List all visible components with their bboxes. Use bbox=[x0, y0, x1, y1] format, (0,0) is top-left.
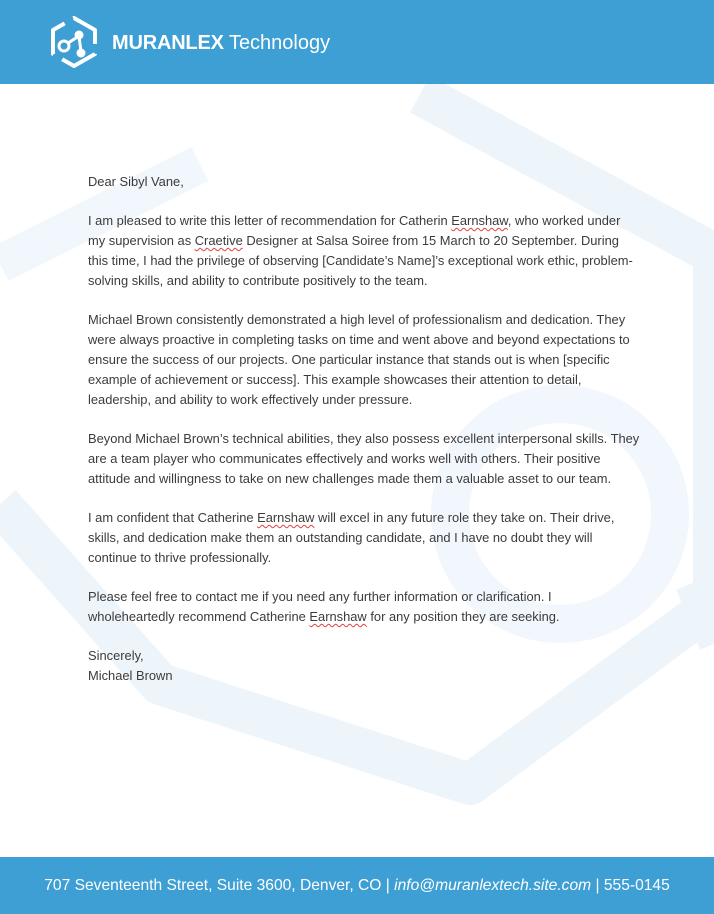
letterhead-header bbox=[0, 0, 714, 84]
paragraph-1 bbox=[88, 211, 640, 291]
p1-text-c: , who worked under my supervision as bbox=[88, 213, 621, 248]
paragraph-2: Michael Brown consistently demonstrated a high level of professionalism and dedication. They were always proactive in completing tasks on time and went above and beyond expectations to ensure the success of our projects. One particular instance that stands out is when [specific example of achievement or success]. This example showcases their attention to detail, leadership, and ability to work effectively under pressure. bbox=[88, 312, 630, 407]
paragraph-4 bbox=[88, 508, 640, 568]
footer-address: 707 Seventeenth Street, Suite 3600, Denver, CO bbox=[44, 877, 382, 894]
p1-text-e: Designer at Salsa Soiree from 15 March to 20 September. During this time, I had the privilege of observing [Candidate’s Name]’s exceptional work ethic, problem-solving skills, and ability to contribute positively to the team. bbox=[88, 233, 633, 288]
p4-text-a: I am confident that Catherine bbox=[88, 510, 258, 525]
hexagon-network-icon bbox=[48, 16, 100, 68]
letter-body bbox=[88, 172, 640, 686]
spellcheck-word: Craetive bbox=[194, 233, 243, 248]
p5-text-c: for any position they are seeking. bbox=[366, 609, 560, 624]
brand-light: Technology bbox=[228, 32, 331, 54]
closing: Sincerely, bbox=[88, 648, 144, 663]
paragraph-5 bbox=[88, 587, 640, 627]
footer-separator: | bbox=[591, 877, 604, 894]
letterhead-footer bbox=[0, 857, 714, 914]
company-name bbox=[112, 30, 330, 56]
footer-separator: | bbox=[381, 877, 395, 894]
spellcheck-word: Earnshaw bbox=[451, 213, 508, 228]
signature-name: Michael Brown bbox=[88, 668, 173, 683]
spellcheck-word: Earnshaw bbox=[309, 609, 367, 624]
salutation: Dear Sibyl Vane, bbox=[88, 174, 184, 189]
footer-phone: 555-0145 bbox=[603, 877, 670, 894]
p1-text-a: I am pleased to write this letter of recommendation for Catherin bbox=[88, 213, 452, 228]
footer-email: info@muranlextech.site.com bbox=[394, 877, 592, 894]
paragraph-3: Beyond Michael Brown’s technical abilities, they also possess excellent interpersonal skills. They are a team player who communicates effectively and works well with others. Their positive attitude and willingness to take on new challenges made them a valuable asset to our team. bbox=[88, 431, 640, 486]
spellcheck-word: Earnshaw bbox=[257, 510, 315, 525]
brand-bold: MURANLEX bbox=[112, 32, 224, 54]
p4-text-c: will excel in any future role they take on. Their drive, skills, and dedication make them an outstanding candidate, and I have no doubt they will continue to thrive professionally. bbox=[88, 510, 615, 565]
p5-text-a: Please feel free to contact me if you need any further information or clarification. I wholeheartedly recommend Catherine bbox=[88, 589, 552, 624]
